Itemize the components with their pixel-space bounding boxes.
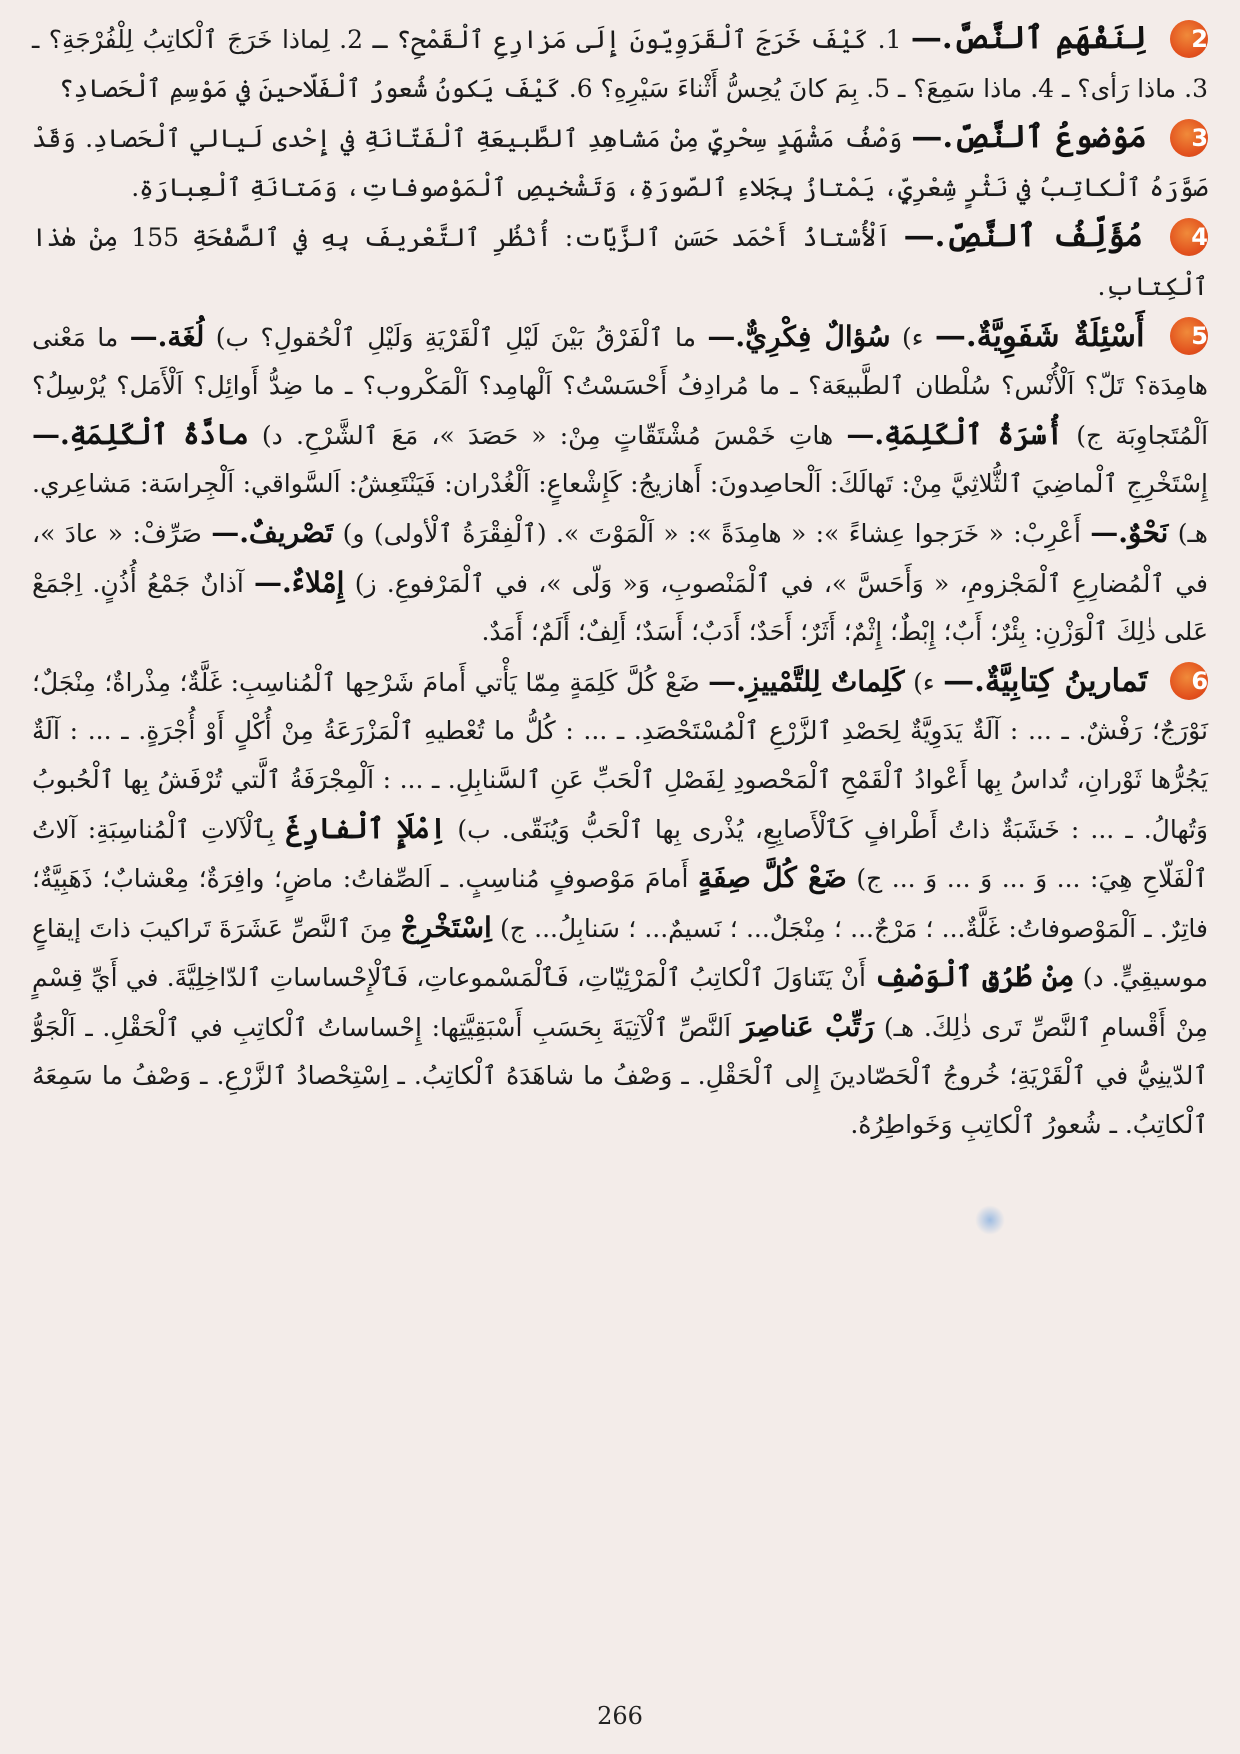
item-label: مادَّةُ ٱلْكَلِمَةِ.— [32, 417, 249, 451]
section-4 [32, 212, 1208, 311]
item-text: ما ٱلْفَرْقُ بَيْنَ لَيْلِ ٱلْقَرْيَةِ وَلَيْلِ ٱلْحُقولِ؟ [260, 322, 697, 352]
item-text: صَرِّفْ: « عادَ »، في ٱلْمُضارِعِ ٱلْمَجْزومِ، « وَأَحَسَّ »، في ٱلْمَنْصوبِ، وَ« وَلّى »، في ٱلْمَرْفوعِ. [32, 518, 1209, 598]
item-label: لُغَة.— [129, 319, 205, 353]
item-marker: ز) [354, 568, 377, 598]
item-text: أَنْ يَتَناوَلَ ٱلْكاتِبُ ٱلْمَرْئِيّاتِ، فَٱلْمَسْموعاتِ، فَٱلْإِحْساساتِ ٱلدّاخِلِيَّةَ. في أَيِّ قِسْمٍ مِنْ أَقْسامِ ٱلنَّصِّ تَرى ذٰلِكَ. [32, 963, 1208, 1042]
item-label: رَتِّبْ عَناصِرَ [740, 1009, 875, 1043]
section-number-badge: 3 [1170, 119, 1208, 157]
item-label: أُسْرَةُ ٱلْكَلِمَةِ.— [846, 417, 1064, 451]
item-marker: ج) [1076, 420, 1103, 450]
item-label: مِنْ طُرُقِ ٱلْوَصْفِ [874, 960, 1075, 994]
item-text: اَلنَّصِّ ٱلْآتِيَةَ بِحَسَبِ أَسْبَقِيَّتِها: إِحْساساتُ ٱلْكاتِبِ في ٱلْحَقْلِ. ـ اَلْجَوُّ ٱلدّينِيُّ في ٱلْقَرْيَةِ؛ خُروجُ ٱلْحَصّادينَ إِلى ٱلْحَقْلِ. ـ وَصْفُ ما شاهَدَهُ ٱلْكاتِبُ. ـ اِسْتِحْصادُ ٱلزَّرْعِ. ـ وَصْفُ ما سَمِعَهُ ٱلْكاتِبُ. ـ شُعورُ ٱلْكاتِبِ وَخَواطِرُهُ. [32, 1012, 1208, 1140]
item-label: تَصْريفٌ.— [211, 515, 334, 549]
section-heading: أَسْئِلَةٌ شَفَوِيَّةٌ.— [934, 317, 1145, 354]
item-marker: ج) [500, 913, 526, 943]
section-text: 1. كَيْفَ خَرَجَ ٱلْقَرَوِيّونَ إِلَى مَزارِعِ ٱلْقَمْحِ؟ ـ 2. لِماذا خَرَجَ ٱلْكاتِبُ لِلْفُرْجَةِ؟ ـ 3. ماذا رَأى؟ ـ 4. ماذا سَمِعَ؟ ـ 5. بِمَ كانَ يُحِسُّ أَثْناءَ سَيْرِهِ؟ 6. كَيْفَ يَكونُ شُعورُ ٱلْفَلّاحينَ في مَوْسِمِ ٱلْحَصادِ؟ [32, 25, 1208, 103]
item-marker: د) [1082, 963, 1104, 993]
item-marker: ء) [901, 322, 924, 352]
ink-stain [975, 1205, 1005, 1235]
item-label: سُؤالٌ فِكْرِيٌّ.— [707, 319, 891, 353]
item-text: أَمامَ مَوْصوفٍ مُناسِبٍ. ـ اَلصِّفاتُ: ماضٍ؛ وافِرَةٌ؛ مِعْشابٌ؛ ذَهَبِيَّةٌ؛ فاتِرٌ. ـ اَلْمَوْصوفاتُ: غَلَّةٌ... ؛ مَرْجٌ... ؛ مِنْجَلٌ... ؛ نَسيمٌ... ؛ سَنابِلُ... [32, 864, 1208, 943]
item-marker: ء) [913, 667, 935, 697]
section-text: اَلْأُسْتاذُ أَحْمَد حَسَن ٱلزَّيّات: أُنْظُرِ ٱلتَّعْريفَ بِهِ في ٱلصَّفْحَةِ 155 مِنْ هٰذا ٱلْكِتابِ. [32, 223, 1208, 301]
item-marker: ب) [457, 814, 491, 844]
page-number: 266 [597, 1702, 643, 1730]
item-label: ضَعْ كُلَّ صِفَةٍ [697, 861, 847, 895]
item-text: أَعْرِبْ: « خَرَجوا عِشاءً »: « هامِدَةً »: « اَلْمَوْتَ ». (ٱلْفِقْرَةُ ٱلْأولى) [373, 518, 1081, 548]
section-number-badge: 4 [1170, 218, 1208, 256]
item-marker: هـ) [883, 1012, 915, 1042]
section-3 [32, 113, 1208, 212]
text-column [32, 14, 1208, 1150]
item-marker: ب) [215, 322, 250, 352]
item-text: إِسْتَخْرِجِ ٱلْماضِيَ ٱلثُّلاثِيَّ مِنْ: تَهالَكَ: اَلْحاصِدونَ: أَهازيجُ: كَإِشْعاعٍ: اَلْغُدْران: فَيَنْتَعِشُ: اَلسَّواقي: اَلْجِراسَة: مَشاعِري. [32, 469, 1208, 499]
item-text: مِنَ ٱلنَّصِّ عَشَرَةَ تَراكيبَ ذاتَ إيقاعٍ موسيقِيٍّ. [32, 913, 1208, 993]
section-heading: مُؤَلِّفُ ٱلنَّصِّ.— [903, 218, 1143, 255]
item-marker: ج) [856, 864, 883, 894]
section-5 [32, 312, 1208, 657]
section-text: وَصْفُ مَشْهَدٍ سِحْرِيٍّ مِنْ مَشاهِدِ ٱلطَّبيعَةِ ٱلْفَتّانَةِ في إِحْدى لَيالي ٱلْحَصادِ. وَقَدْ صَوَّرَهُ ٱلْكاتِبُ في نَثْرٍ شِعْرِيٍّ، يَمْتازُ بِجَلاءِ ٱلصّورَةِ، وَتَشْخيصِ ٱلْمَوْصوفاتِ، وَمَتانَةِ ٱلْعِبارَةِ. [32, 124, 1208, 202]
item-label: نَحْوٌ.— [1090, 515, 1169, 549]
section-heading: لِنَفْهَمِ ٱلنَّصَّ.— [910, 20, 1147, 56]
item-marker: و) [342, 518, 365, 548]
section-6 [32, 657, 1208, 1150]
item-text: هاتِ خَمْسَ مُشْتَقّاتٍ مِنْ: « حَصَدَ »، مَعَ ٱلشَّرْحِ. [295, 420, 834, 450]
item-text: آذانٌ جَمْعُ أُذُنٍ. اِجْمَعْ عَلى ذٰلِكَ ٱلْوَزْنِ: بِئْرٌ؛ أَبٌ؛ إِبْطٌ؛ إِثْمٌ؛ أَثَرٌ؛ أَحَدٌ؛ أَدَبٌ؛ أَسَدٌ؛ أَلِفٌ؛ أَلَمٌ؛ أَمَدٌ. [32, 568, 1208, 647]
section-number-badge: 5 [1170, 317, 1208, 355]
item-text: ضَعْ كُلَّ كَلِمَةٍ مِمّا يَأْتي أَمامَ شَرْحِها ٱلْمُناسِبِ: غَلَّةٌ؛ مِذْراةٌ؛ مِنْجَلٌ؛ نَوْرَجٌ؛ رَفْشٌ. ـ ... : آلَةٌ يَدَوِيَّةٌ لِحَصْدِ ٱلزَّرْعِ ٱلْمُسْتَحْصَدِ. ـ ... : كُلُّ ما تُعْطيهِ ٱلْمَزْرَعَةُ مِنْ أُكْلٍ أَوْ أُجْرَةٍ. ـ ... : آلَةٌ يَجُرُّها ثَوْرانِ، تُداسُ بِها أَعْوادُ ٱلْقَمْحِ ٱلْمَحْصودِ لِفَصْلِ ٱلْحَبِّ عَنِ ٱلسَّنابِلِ. ـ ... : اَلْمِجْرَفَةُ ٱلَّتي تُرْفَشُ بِها ٱلْحُبوبُ وَتُهالُ. ـ ... : خَشَبَةٌ ذاتُ أَطْرافٍ كَٱلْأَصابِعِ، يُذْرى بِها ٱلْحَبُّ وَيُنَقّى. [32, 667, 1208, 844]
section-heading: مَوْضوعُ ٱلنَّصِّ.— [911, 119, 1147, 156]
section-heading: تَمارينُ كِتابِيَّةٌ.— [943, 662, 1148, 699]
item-label: إِمْلاءٌ.— [254, 565, 345, 599]
item-label: اِمْلَإِ ٱلْفارِغَ [285, 811, 447, 845]
section-number-badge: 2 [1170, 20, 1208, 58]
item-marker: هـ) [1177, 518, 1208, 548]
section-number-badge: 6 [1170, 662, 1208, 700]
item-label: اِسْتَخْرِجْ [400, 910, 492, 944]
item-label: كَلِماتٌ لِلتَّمْييزِ.— [708, 664, 905, 698]
item-marker: د) [261, 420, 283, 450]
item-text: بِٱلْآلاتِ ٱلْمُناسِبَةِ: آلاتُ ٱلْفَلّاحِ هِيَ: ... وَ ... وَ ... وَ ... [32, 814, 1208, 894]
item-text: ما مَعْنى هامِدَة؟ تَلّ؟ اَلْأُنْس؟ سُلْطان ٱلطَّبيعَة؟ ـ ما مُرادِفُ أَحْسَسْتُ؟ اَلْهامِد؟ اَلْمَكْروب؟ ـ ما ضِدُّ أَوائِل؟ اَلْأَمَل؟ يُرْسِلُ؟ اَلْمُتَجاوِبَة [32, 322, 1209, 450]
section-2 [32, 14, 1208, 113]
